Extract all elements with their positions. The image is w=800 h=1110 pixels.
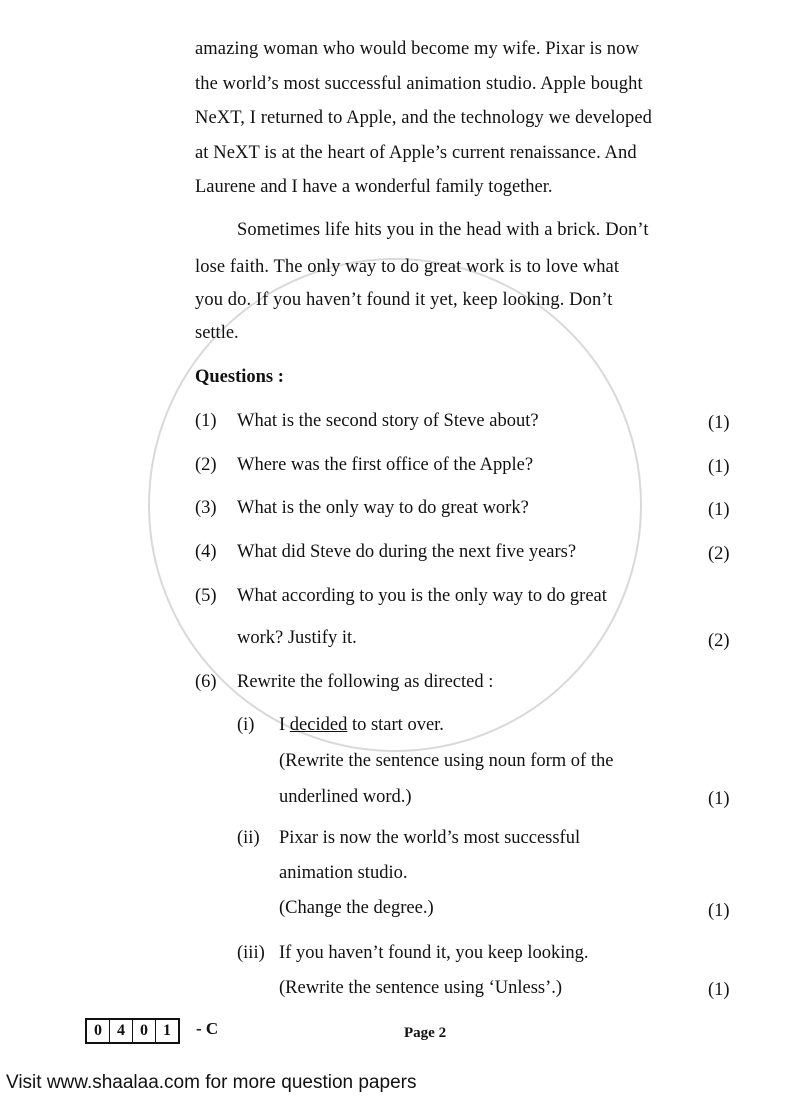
subquestion-text: (Rewrite the sentence using noun form of the (279, 751, 614, 771)
paper-code-suffix: - C (196, 1019, 219, 1038)
question-number: (1) (195, 411, 217, 431)
question-text: What according to you is the only way to do great (237, 586, 607, 606)
subquestion-marks: (1) (708, 789, 730, 809)
subquestion-number: (iii) (237, 943, 265, 963)
question-number: (4) (195, 542, 217, 562)
subquestion-number: (i) (237, 715, 255, 735)
passage-line: settle. (195, 323, 239, 343)
question-number: (5) (195, 586, 217, 606)
question-number: (3) (195, 498, 217, 518)
passage-line: NeXT, I returned to Apple, and the technology we developed (195, 108, 653, 128)
code-digit: 1 (163, 1022, 171, 1039)
question-marks: (2) (708, 544, 730, 564)
question-text: Rewrite the following as directed : (237, 672, 494, 692)
question-number: (2) (195, 455, 217, 475)
passage-line: Laurene and I have a wonderful family together. (195, 177, 553, 197)
passage-line: the world’s most successful animation studio. Apple bought (195, 74, 643, 94)
passage-line: amazing woman who would become my wife. Pixar is now (195, 39, 639, 59)
website-banner[interactable]: Visit www.shaalaa.com for more question papers (6, 1072, 417, 1093)
questions-heading: Questions : (195, 367, 284, 387)
sentence-post: to start over. (347, 715, 444, 735)
subquestion-marks: (1) (708, 901, 730, 921)
question-marks: (1) (708, 413, 730, 433)
question-text: Where was the first office of the Apple? (237, 455, 534, 475)
subquestion-marks: (1) (708, 980, 730, 1000)
subquestion-sentence (279, 714, 444, 736)
code-digit: 0 (133, 1020, 156, 1042)
question-marks: (2) (708, 631, 730, 651)
question-text: What is the second story of Steve about? (237, 411, 539, 431)
passage-line: you do. If you haven’t found it yet, keep looking. Don’t (195, 290, 613, 310)
code-digit: 0 (87, 1020, 110, 1042)
subquestion-text: (Rewrite the sentence using ‘Unless’.) (279, 978, 563, 998)
question-text: What did Steve do during the next five years? (237, 542, 577, 562)
question-text: work? Justify it. (237, 628, 357, 648)
paper-code-box (85, 1018, 180, 1044)
subquestion-text: (Change the degree.) (279, 898, 434, 918)
page-number: Page 2 (404, 1025, 447, 1041)
code-digit: 4 (110, 1020, 133, 1042)
subquestion-number: (ii) (237, 828, 260, 848)
underlined-word: decided (289, 715, 348, 735)
passage-line: lose faith. The only way to do great work is to love what (195, 257, 620, 277)
question-number: (6) (195, 672, 217, 692)
subquestion-text: If you haven’t found it, you keep looking. (279, 943, 589, 963)
sentence-pre: I (279, 715, 290, 735)
question-text: What is the only way to do great work? (237, 498, 529, 518)
question-marks: (1) (708, 500, 730, 520)
subquestion-text: Pixar is now the world’s most successful (279, 828, 581, 848)
subquestion-text: underlined word.) (279, 787, 412, 807)
question-marks: (1) (708, 457, 730, 477)
passage-line: at NeXT is at the heart of Apple’s current renaissance. And (195, 143, 637, 163)
subquestion-text: animation studio. (279, 863, 408, 883)
passage-line: Sometimes life hits you in the head with a brick. Don’t (237, 220, 649, 240)
